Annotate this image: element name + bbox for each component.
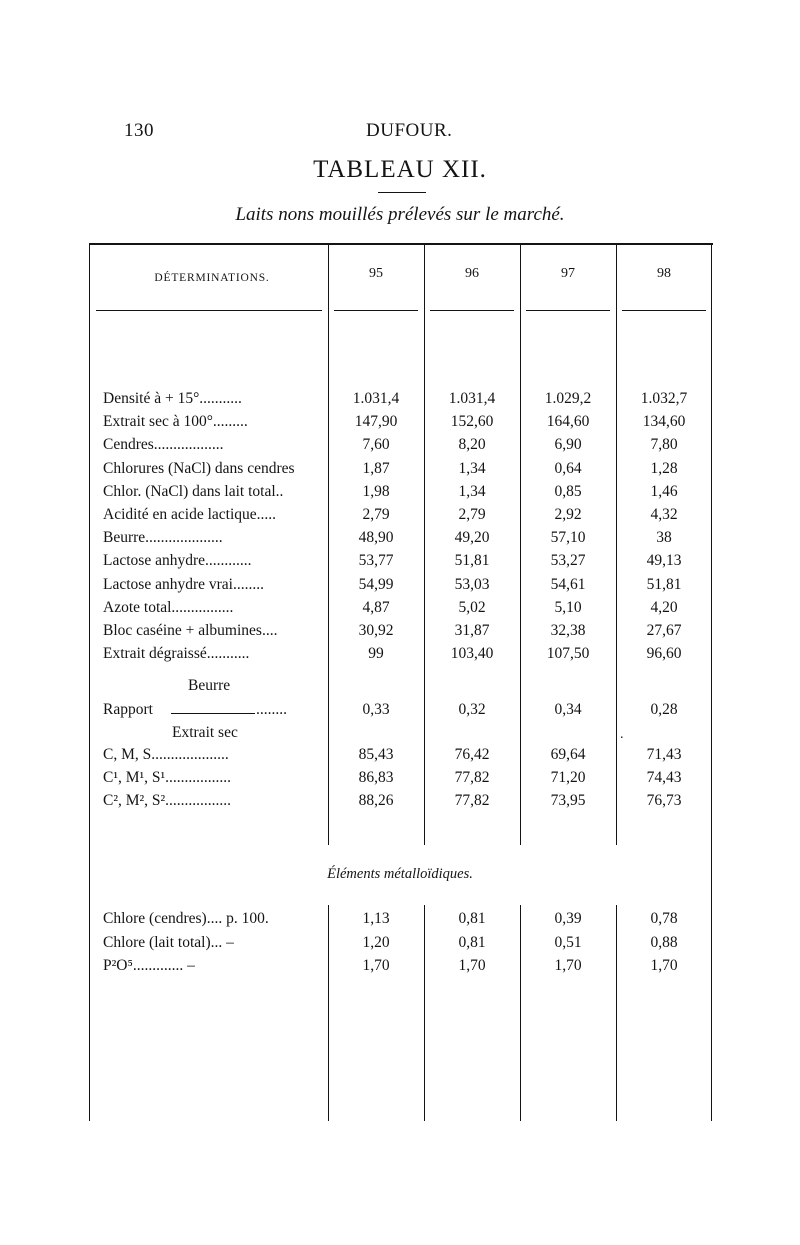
- row-label: Lactose anhydre vrai........: [103, 575, 264, 593]
- table-cell: 71,20: [550, 769, 586, 786]
- table-cell: 53,27: [550, 552, 586, 570]
- column-header: 96: [465, 266, 479, 281]
- table-cell: 7,80: [650, 436, 678, 454]
- ratio-label: Rapport: [103, 701, 153, 718]
- table-cell: 0,39: [554, 910, 582, 927]
- table-cell: 5,10: [554, 598, 582, 616]
- table-cell: 7,60: [362, 436, 390, 454]
- table-cell: 53,77: [358, 552, 394, 570]
- table-cell: 134,60: [642, 413, 686, 431]
- column-header-determinations: DÉTERMINATIONS.: [154, 272, 270, 284]
- table-cell: 73,95: [550, 792, 586, 809]
- header-underline-95: [334, 310, 418, 311]
- table-cell: 57,10: [550, 529, 586, 547]
- column-divider-4-upper: [616, 243, 617, 845]
- header-underline-96: [430, 310, 514, 311]
- table-title: TABLEAU XII.: [313, 156, 487, 183]
- table-cell: 6,90: [554, 436, 582, 454]
- table-cell: 76,73: [646, 792, 682, 809]
- table-cell: 49,20: [454, 529, 490, 547]
- table-cell: 1,34: [458, 482, 486, 500]
- running-head-author: DUFOUR.: [366, 120, 453, 141]
- column-divider-1-upper: [328, 243, 329, 845]
- row-label: Densité à + 15°...........: [103, 390, 242, 407]
- row-label: Extrait dégraissé...........: [103, 645, 250, 663]
- table-cell: 1.029,2: [544, 390, 592, 407]
- table-cell: 51,81: [646, 575, 682, 593]
- table-cell: 147,90: [354, 413, 398, 431]
- title-rule: [378, 192, 426, 193]
- table-cell: 27,67: [646, 622, 682, 639]
- table-cell: 107,50: [546, 645, 590, 663]
- table-cell: 54,99: [358, 575, 394, 593]
- table-cell: 1,98: [362, 482, 390, 500]
- table-cell: 96,60: [646, 645, 682, 663]
- column-divider-1-lower: [328, 905, 329, 1121]
- table-cell: 1,70: [554, 957, 582, 974]
- table-cell: 0,81: [458, 933, 486, 951]
- section-title: Éléments métalloïdiques.: [327, 866, 473, 882]
- table-cell: 0,88: [650, 933, 678, 951]
- table-cell: 1,46: [650, 482, 678, 500]
- ratio-leader-dots: ........: [256, 701, 287, 718]
- table-cell: 0,85: [554, 482, 582, 500]
- stray-dot: .: [620, 727, 624, 742]
- table-cell: 74,43: [646, 769, 682, 786]
- table-cell: 77,82: [454, 769, 490, 786]
- column-divider-2-lower: [424, 905, 425, 1121]
- row-label: C², M², S².................: [103, 792, 232, 809]
- table-cell: 1.031,4: [352, 390, 400, 407]
- row-label: Chlore (cendres).... p. 100.: [103, 910, 269, 927]
- row-label: Bloc caséine + albumines....: [103, 622, 278, 639]
- table-cell: 103,40: [450, 645, 494, 663]
- table-cell: 2,79: [362, 506, 390, 523]
- table-right-border: [711, 243, 712, 1121]
- table-cell: 77,82: [454, 792, 490, 809]
- column-divider-4-lower: [616, 905, 617, 1121]
- table-cell: 51,81: [454, 552, 490, 570]
- row-label: Azote total................: [103, 598, 234, 616]
- table-cell: 88,26: [358, 792, 394, 809]
- table-cell: 1.031,4: [448, 390, 496, 407]
- row-label: C¹, M¹, S¹.................: [103, 769, 232, 786]
- row-label: Beurre....................: [103, 529, 223, 547]
- ratio-value: 0,33: [362, 701, 390, 718]
- table-cell: 32,38: [550, 622, 586, 639]
- table-cell: 85,43: [358, 746, 394, 763]
- table-cell: 0,81: [458, 910, 486, 927]
- table-cell: 0,51: [554, 933, 582, 951]
- table-cell: 8,20: [458, 436, 486, 454]
- table-cell: 0,64: [554, 459, 582, 477]
- row-label: Lactose anhydre............: [103, 552, 252, 570]
- ratio-value: 0,34: [554, 701, 582, 718]
- column-divider-2-upper: [424, 243, 425, 845]
- table-cell: 1,70: [362, 957, 390, 974]
- table-cell: 0,78: [650, 910, 678, 927]
- column-divider-3-upper: [520, 243, 521, 845]
- page-number: 130: [124, 120, 154, 141]
- table-cell: 164,60: [546, 413, 590, 431]
- column-header: 98: [657, 266, 671, 281]
- table-cell: 48,90: [358, 529, 394, 547]
- table-cell: 54,61: [550, 575, 586, 593]
- row-label: Acidité en acide lactique.....: [103, 506, 277, 523]
- ratio-value: 0,28: [650, 701, 678, 718]
- row-label: Chlorures (NaCl) dans cendres: [103, 459, 295, 477]
- row-label: Cendres..................: [103, 436, 224, 454]
- row-label: Chlore (lait total)... –: [103, 933, 234, 951]
- table-cell: 38: [656, 529, 672, 547]
- table-cell: 1,13: [362, 910, 390, 927]
- header-underline-98: [622, 310, 706, 311]
- table-cell: 1,70: [650, 957, 678, 974]
- table-left-border: [89, 243, 90, 1121]
- table-cell: 1,34: [458, 459, 486, 477]
- table-cell: 1,28: [650, 459, 678, 477]
- table-cell: 1.032,7: [640, 390, 688, 407]
- ratio-value: 0,32: [458, 701, 486, 718]
- row-label: P²O⁵............. –: [103, 957, 195, 974]
- ratio-numerator: Beurre: [188, 677, 231, 694]
- column-header: 97: [561, 266, 575, 281]
- row-label: Chlor. (NaCl) dans lait total..: [103, 482, 284, 500]
- table-cell: 49,13: [646, 552, 682, 570]
- table-cell: 30,92: [358, 622, 394, 639]
- table-cell: 5,02: [458, 598, 486, 616]
- row-label: Extrait sec à 100°.........: [103, 413, 248, 431]
- header-underline-97: [526, 310, 610, 311]
- ratio-fraction-rule: [171, 713, 255, 714]
- table-cell: 152,60: [450, 413, 494, 431]
- table-cell: 4,32: [650, 506, 678, 523]
- ratio-denominator: Extrait sec: [172, 724, 238, 741]
- column-header: 95: [369, 266, 383, 281]
- table-cell: 1,20: [362, 933, 390, 951]
- table-cell: 69,64: [550, 746, 586, 763]
- table-top-border: [89, 243, 713, 245]
- table-cell: 2,92: [554, 506, 582, 523]
- table-cell: 1,70: [458, 957, 486, 974]
- table-cell: 99: [368, 645, 384, 663]
- header-underline-label: [96, 310, 322, 311]
- table-subtitle: Laits nons mouillés prélevés sur le marché.: [235, 204, 565, 225]
- row-label: C, M, S....................: [103, 746, 229, 763]
- table-cell: 31,87: [454, 622, 490, 639]
- column-divider-3-lower: [520, 905, 521, 1121]
- table-cell: 76,42: [454, 746, 490, 763]
- table-cell: 4,87: [362, 598, 390, 616]
- table-cell: 4,20: [650, 598, 678, 616]
- table-cell: 86,83: [358, 769, 394, 786]
- table-cell: 2,79: [458, 506, 486, 523]
- table-cell: 71,43: [646, 746, 682, 763]
- table-cell: 53,03: [454, 575, 490, 593]
- table-cell: 1,87: [362, 459, 390, 477]
